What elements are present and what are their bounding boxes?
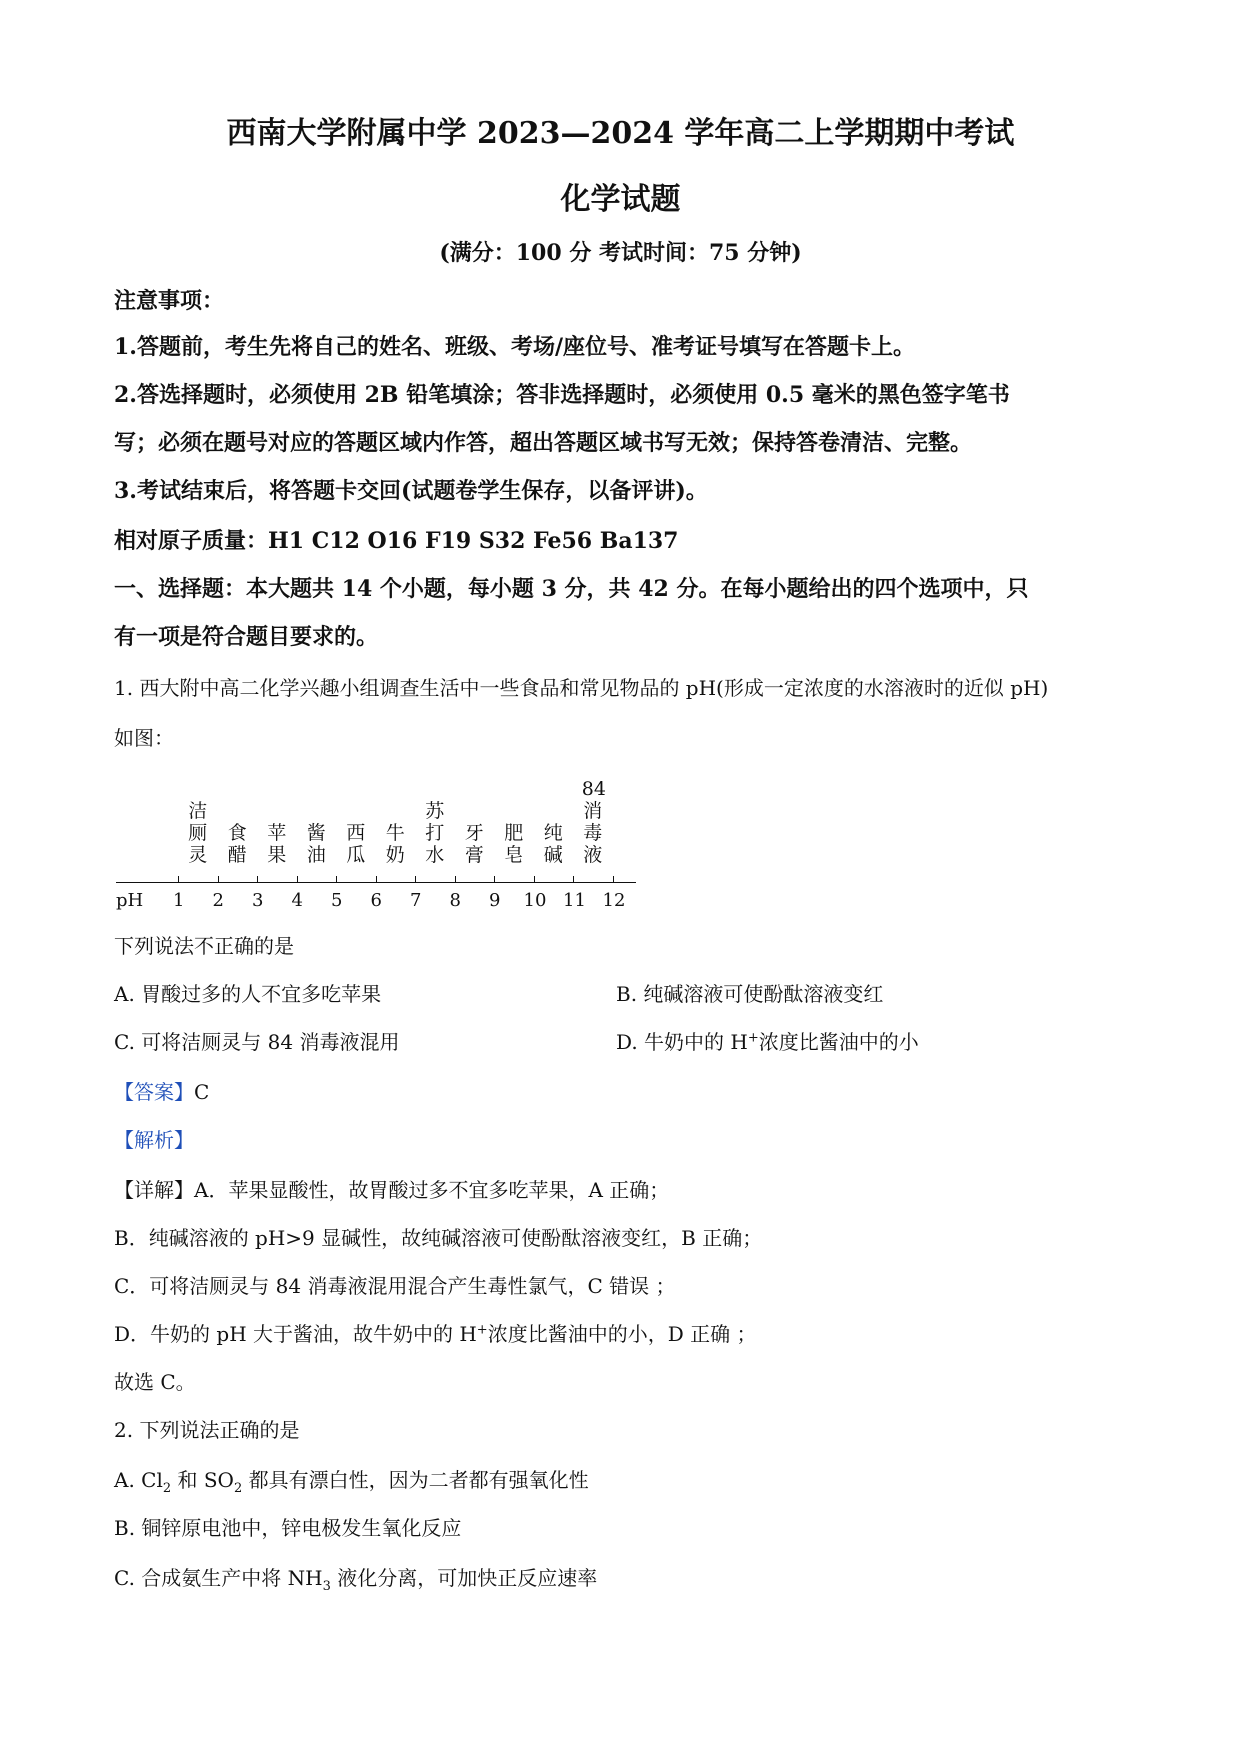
q2-stem: 2. 下列说法正确的是	[114, 1418, 300, 1442]
answer-value: C	[194, 1080, 210, 1104]
q1-stem-line2: 如图：	[114, 726, 174, 750]
ph-tick	[494, 876, 495, 883]
ph-tick	[573, 876, 574, 883]
q2-option-a-sub2: 2	[233, 1481, 243, 1496]
ph-number: 11	[563, 890, 586, 911]
ph-number: 9	[489, 890, 501, 911]
q2-option-a-sub1: 2	[162, 1481, 172, 1496]
detail-d-sup: +	[476, 1322, 488, 1338]
ph-item-label: 酱 油	[306, 822, 326, 866]
ph-number: 4	[291, 890, 303, 911]
detail-d	[114, 1318, 756, 1347]
ph-item-label: 84 消 毒 液	[581, 778, 606, 866]
ph-number: 1	[173, 890, 185, 911]
ph-number: 2	[212, 890, 224, 911]
detail-d-post: 浓度比酱油中的小，D 正确 ；	[487, 1322, 757, 1346]
exam-subtitle: 化学试题	[560, 182, 681, 217]
ph-item-label: 牙 膏	[464, 822, 484, 866]
ph-number: 12	[602, 890, 626, 911]
q1-option-d-pre: D. 牛奶中的 H	[616, 1030, 748, 1054]
ph-item-label: 食 醋	[227, 822, 247, 866]
ph-item-label: 苹 果	[267, 822, 287, 866]
detail-tag: 【详解】	[114, 1178, 194, 1202]
ph-tick	[534, 876, 535, 883]
ph-tick	[297, 876, 298, 883]
q2-option-b: B. 铜锌原电池中，锌电极发生氧化反应	[114, 1516, 462, 1540]
ph-number: 6	[370, 890, 382, 911]
detail-c: C．可将洁厕灵与 84 消毒液混用混合产生毒性氯气，C 错误 ；	[114, 1274, 676, 1298]
q1-option-d	[616, 1026, 919, 1055]
ph-tick	[257, 876, 258, 883]
ph-item-label: 牛 奶	[385, 822, 405, 866]
exam-title: 西南大学附属中学 2023—2024 学年高二上学期期中考试	[226, 116, 1015, 151]
q2-option-c	[114, 1562, 597, 1594]
q1-option-c: C. 可将洁厕灵与 84 消毒液混用	[114, 1030, 400, 1054]
q1-question: 下列说法不正确的是	[114, 934, 294, 958]
q2-option-c-2: 液化分离，可加快正反应速率	[330, 1566, 598, 1590]
section-heading-line1: 一、选择题：本大题共 14 个小题，每小题 3 分，共 42 分。在每小题给出的四个选项中，只	[114, 576, 1029, 602]
detail-d-pre: D．牛奶的 pH 大于酱油，故牛奶中的 H	[114, 1322, 477, 1346]
ph-item-label: 肥 皂	[504, 822, 524, 866]
ph-tick	[415, 876, 416, 883]
detail-a-text: A．苹果显酸性，故胃酸过多不宜多吃苹果，A 正确；	[194, 1178, 670, 1202]
q2-option-a	[114, 1464, 589, 1496]
ph-number: 7	[410, 890, 422, 911]
q2-option-a-2: 和 SO	[171, 1468, 234, 1492]
ph-tick	[336, 876, 337, 883]
ph-number: 3	[252, 890, 264, 911]
notice-heading: 注意事项：	[114, 288, 225, 314]
q1-option-a: A. 胃酸过多的人不宜多吃苹果	[114, 982, 382, 1006]
q1-option-d-post: 浓度比酱油中的小	[758, 1030, 919, 1054]
q2-option-a-3: 都具有漂白性，因为二者都有强氧化性	[242, 1468, 589, 1492]
ph-number: 10	[523, 890, 547, 911]
detail-b: B．纯碱溶液的 pH>9 显碱性，故纯碱溶液可使酚酞溶液变红，B 正确；	[114, 1226, 763, 1250]
q1-option-d-sup: +	[747, 1030, 759, 1046]
q1-stem-line1: 1. 西大附中高二化学兴趣小组调查生活中一些食品和常见物品的 pH(形成一定浓度的水溶液时的近似 pH)	[114, 676, 1049, 700]
ph-tick	[455, 876, 456, 883]
ph-number: 8	[449, 890, 461, 911]
ph-item-label: 洁 厕 灵	[188, 800, 208, 866]
notice-item-3: 3.考试结束后，将答题卡交回(试题卷学生保存，以备评讲)。	[114, 478, 708, 504]
ph-item-label: 苏 打 水	[425, 800, 445, 866]
answer-tag: 【答案】	[114, 1080, 194, 1104]
notice-item-2a: 2.答选择题时，必须使用 2B 铅笔填涂；答非选择题时，必须使用 0.5 毫米的黑色签字笔书	[114, 382, 1010, 408]
exam-meta: (满分：100 分 考试时间：75 分钟)	[439, 240, 802, 266]
q1-option-b: B. 纯碱溶液可使酚酞溶液变红	[616, 982, 884, 1006]
notice-item-1: 1.答题前，考生先将自己的姓名、班级、考场/座位号、准考证号填写在答题卡上。	[114, 334, 916, 360]
ph-tick	[218, 876, 219, 883]
ph-tick	[178, 876, 179, 883]
ph-tick	[376, 876, 377, 883]
analysis-tag: 【解析】	[114, 1128, 194, 1152]
ph-number: 5	[331, 890, 343, 911]
q2-option-a-1: A. Cl	[114, 1468, 163, 1492]
q2-option-c-1: C. 合成氨生产中将 NH	[114, 1566, 323, 1590]
ph-tick	[613, 876, 614, 883]
detail-a	[114, 1174, 669, 1203]
q1-answer	[114, 1076, 209, 1105]
notice-item-2b: 写；必须在题号对应的答题区域内作答，超出答题区域书写无效；保持答卷清洁、完整。	[114, 430, 973, 456]
section-heading-line2: 有一项是符合题目要求的。	[114, 624, 379, 650]
atomic-masses: 相对原子质量：H1 C12 O16 F19 S32 Fe56 Ba137	[114, 528, 679, 554]
ph-scale-figure	[112, 760, 672, 910]
q2-option-c-sub: 3	[322, 1579, 331, 1594]
q1-conclusion: 故选 C。	[114, 1370, 196, 1394]
ph-item-label: 纯 碱	[543, 822, 563, 866]
ph-item-label: 西 瓜	[346, 822, 366, 866]
ph-axis-label: pH	[116, 890, 144, 911]
